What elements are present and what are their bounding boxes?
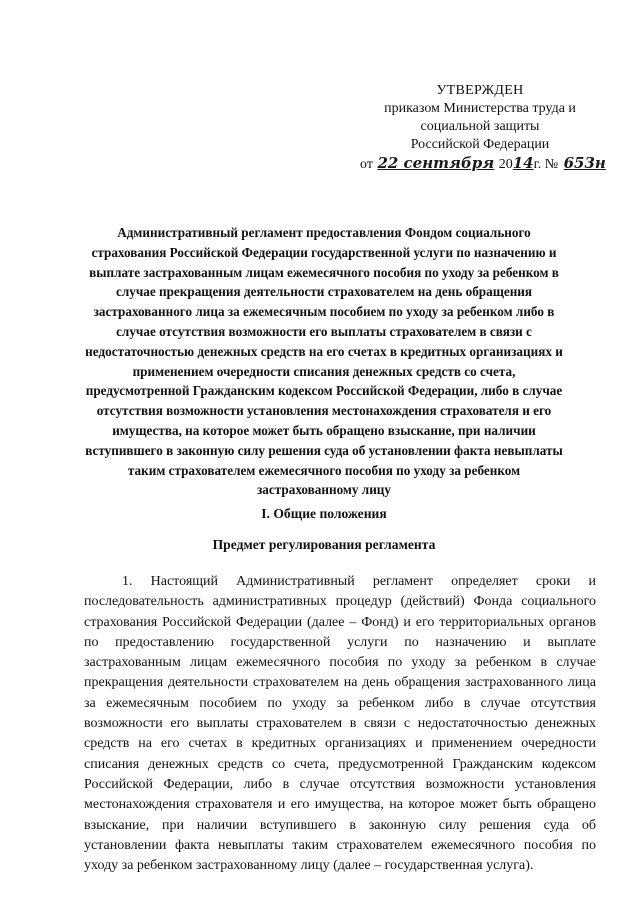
subsection-heading: Предмет регулирования регламента bbox=[212, 537, 436, 552]
year-prefix: 20 bbox=[498, 157, 513, 172]
approval-title: УТВЕРЖДЕН bbox=[436, 83, 524, 98]
handwritten-year: 14 bbox=[512, 154, 534, 172]
document-title: Административный регламент предоставления Фондом социального страхования Российской Федерации государственной услуги по назначению и выплате застрахованным лицам ежемесячного пособия по уходу за ребенком в случае прекращения деятельности страхователем на день обращения застрахованного лица за ежемесячным пособием по уходу за ребенком либо в случае отсутствия возможности его выплаты страхователем в связи с недостаточностью денежных средств на его счетах в кредитных организациях и применением очередности списания денежных средств со счета, предусмотренной Гражданским кодексом Российской Федерации, либо в случае отсутствия возможности установления местонахождения страхователя и его имущества, на которое может быть обращено взыскание, при наличии вступившего в законную силу решения суда об установлении факта невыплаты таким страхователем ежемесячного пособия по уходу за ребенком застрахованному лицу bbox=[85, 225, 563, 498]
approval-line-ministry: приказом Министерства труда и bbox=[384, 101, 576, 116]
approval-block bbox=[360, 82, 606, 174]
date-prefix: от bbox=[360, 157, 373, 172]
approval-line-federation: Российской Федерации bbox=[410, 137, 550, 152]
handwritten-date: 22 сентября bbox=[377, 154, 495, 172]
number-prefix: г. № bbox=[533, 157, 559, 172]
section-heading: I. Общие положения bbox=[261, 506, 387, 521]
approval-date-line bbox=[360, 154, 606, 174]
handwritten-order-number: 653н bbox=[563, 154, 606, 172]
paragraph-1: 1. Настоящий Административный регламент определяет сроки и последовательность административных процедур (действий) Фонда социального страхования Российской Федерации (далее – Фонд) и его территориальных органов по предоставлению государственной услуги по назначению и выплате застрахованным лицам ежемесячного пособия по уходу за ребенком в случае прекращения деятельности страхователем на день обращения застрахованного лица за ежемесячным пособием по уходу за ребенком либо в случае отсутствия возможности его выплаты страхователем в связи с недостаточностью денежных средств на его счетах в кредитных организациях и применением очередности списания денежных средств со счета, предусмотренной Гражданским кодексом Российской Федерации, либо в случае отсутствия возможности установления местонахождения страхователя и его имущества, на которое может быть обращено взыскание, при наличии вступившего в законную силу решения суда об установлении факта невыплаты таким страхователем ежемесячного пособия по уходу за ребенком застрахованному лицу (далее – государственная услуга). bbox=[84, 574, 596, 874]
approval-line-social: социальной защиты bbox=[420, 119, 540, 134]
